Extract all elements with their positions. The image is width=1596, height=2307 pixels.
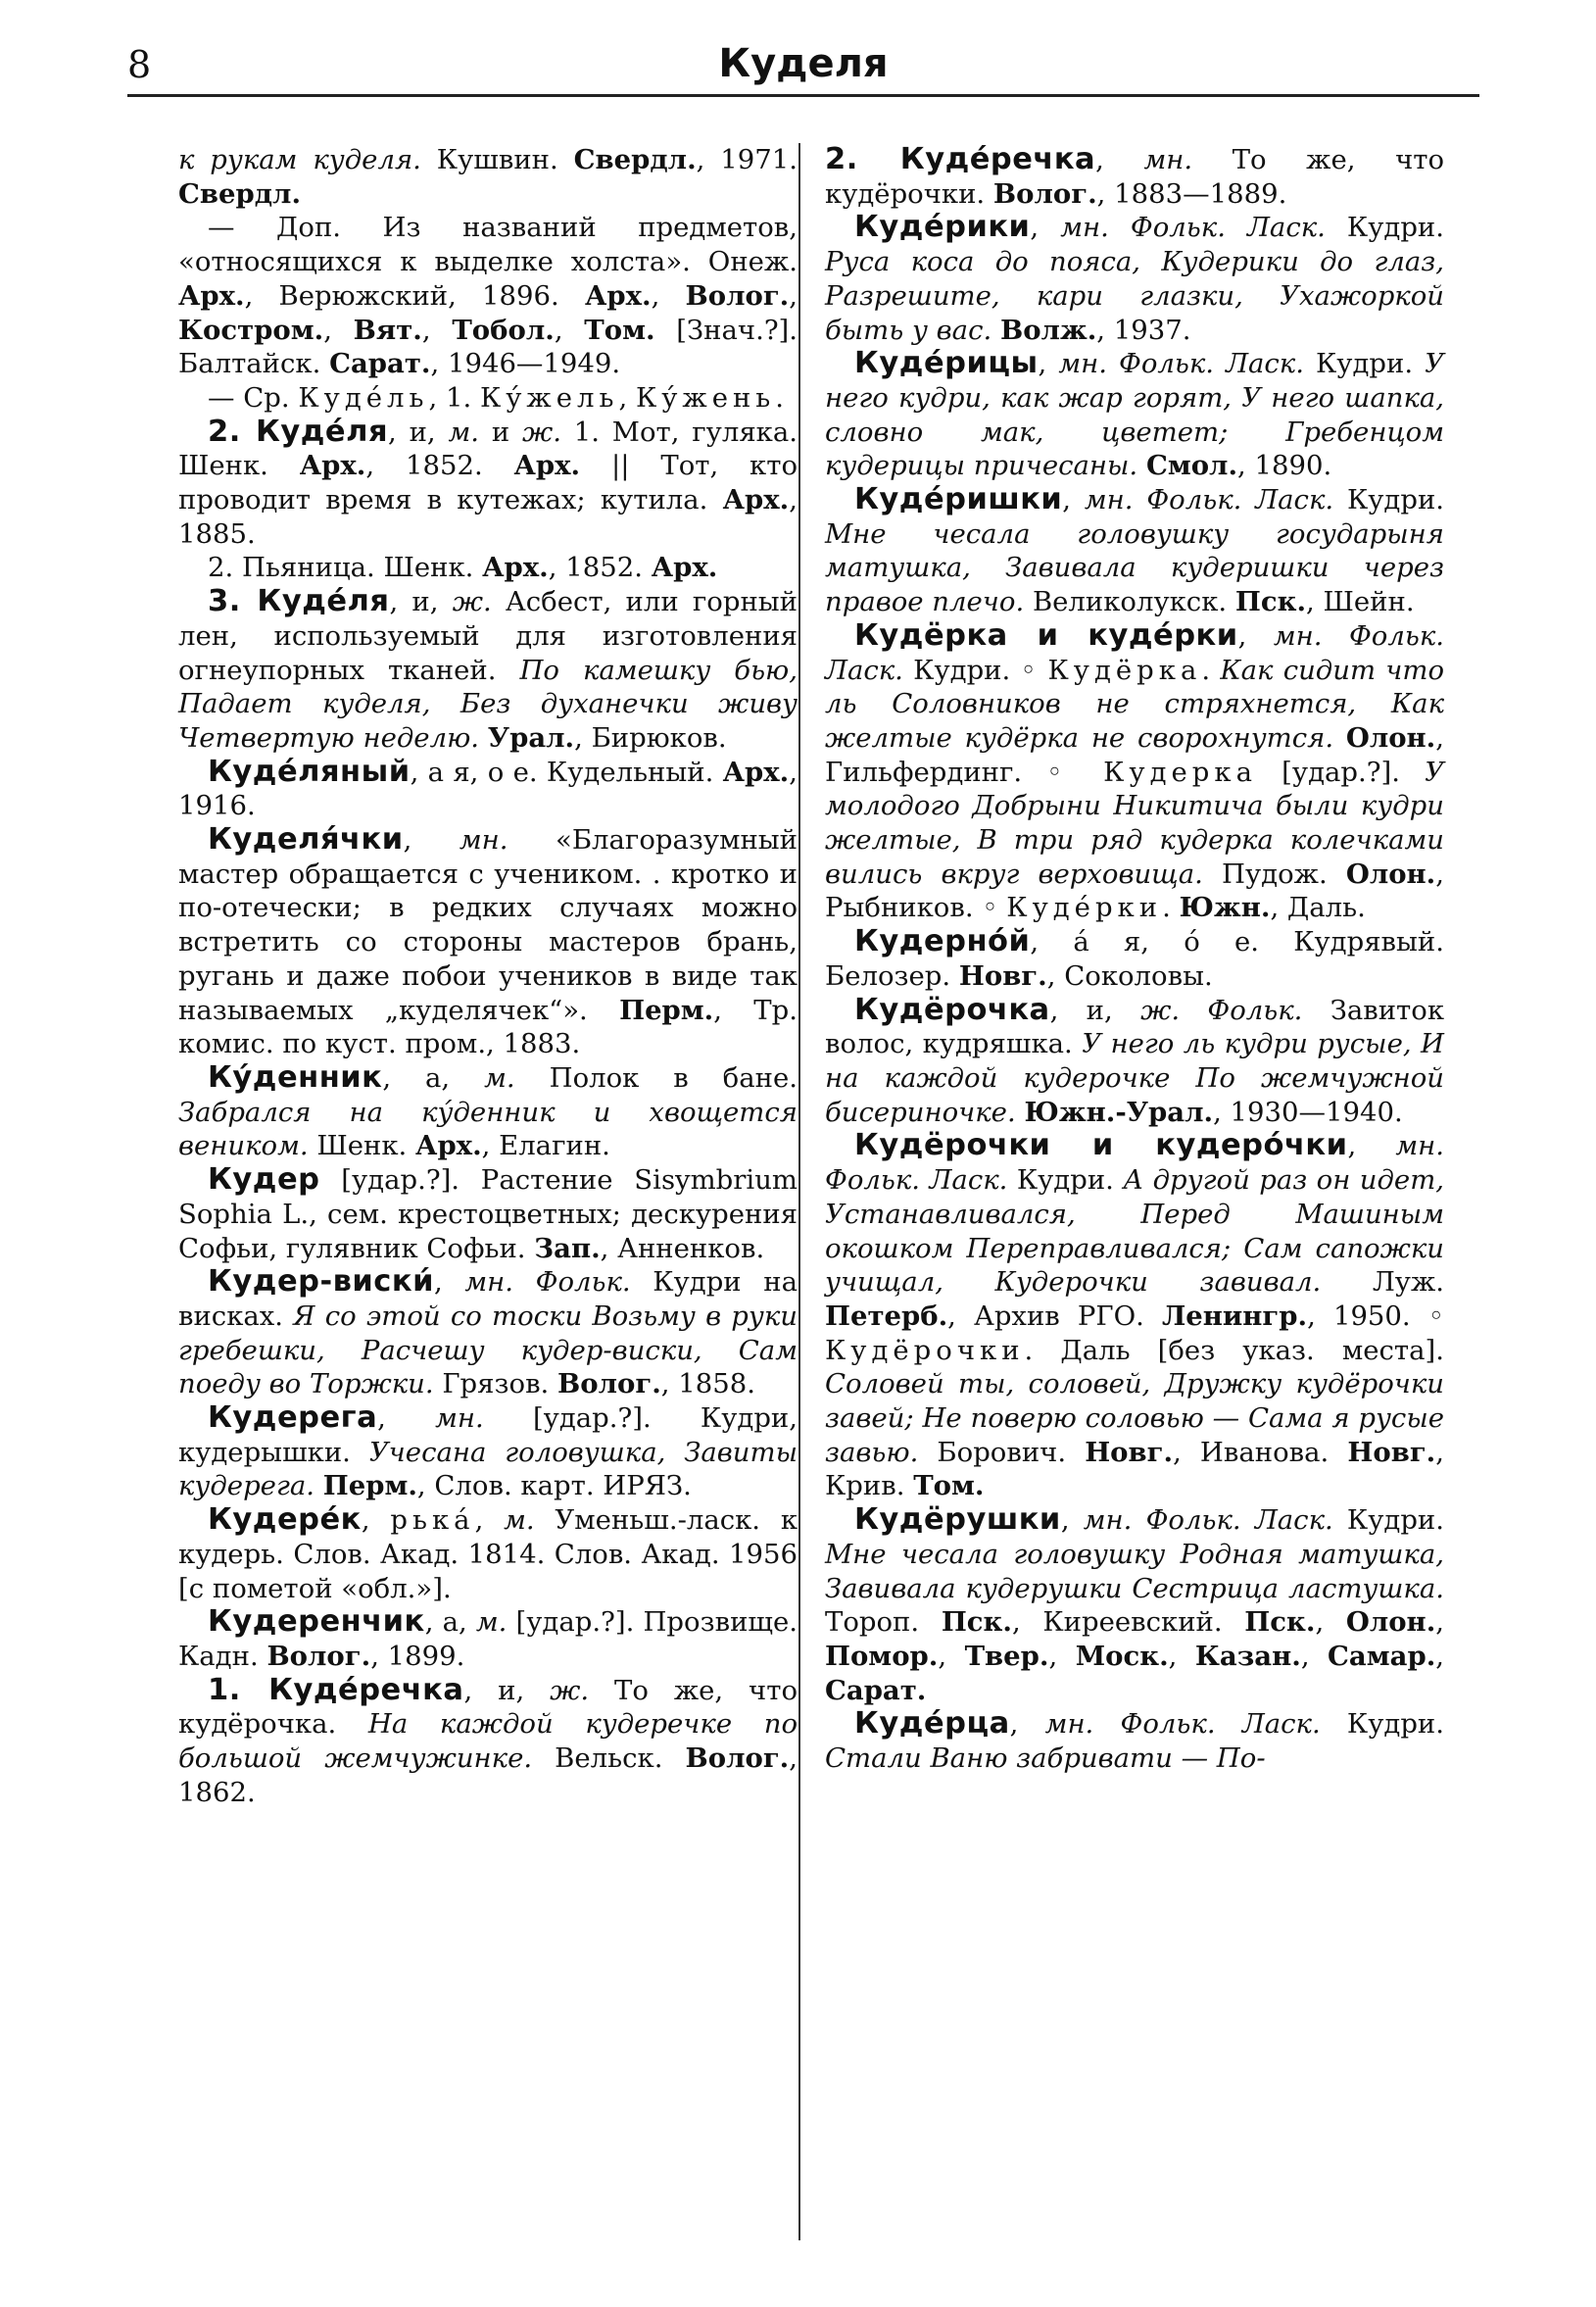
entry-text: , а, (382, 1061, 485, 1094)
entry-text: , (421, 314, 453, 346)
entry-text: , 1852. (548, 552, 652, 584)
region-abbrev: Волог. (992, 177, 1097, 210)
headword: Кудёрочки и кудеро́чки (854, 1128, 1348, 1163)
italic-text: мн. Фольк. Ласк. (1060, 212, 1326, 244)
entry-text: , Слов. карт. ИРЯЗ. (416, 1470, 692, 1502)
entry-text: Кудри. (1333, 484, 1445, 516)
region-abbrev: Арх. (178, 279, 245, 312)
entry-text: , а я, о е. Кудельный. (410, 756, 723, 788)
region-abbrev: Арх. (722, 756, 790, 788)
italic-text: У молодого Добрыни Никитича были кудри желтые, В три ряд кудерка колечками вились вкруг верховища. (825, 756, 1445, 890)
italic-text: Мне чесала головушку государыня матушка, Завивала кудеришки через правое плечо. (825, 517, 1444, 618)
entry-text: , Шейн. (1306, 586, 1415, 618)
entry-text: , и, (388, 416, 449, 448)
italic-text: мн. Фольк. (464, 1266, 631, 1299)
page-number: 8 (127, 43, 152, 86)
region-abbrev: Свердл. (573, 144, 697, 175)
dictionary-entry (178, 1265, 798, 1401)
entry-text: . (775, 381, 785, 414)
headword: 3. Куде́ля (208, 584, 390, 619)
column-divider (798, 143, 800, 2240)
entry-text: , 1946—1949. (430, 348, 621, 380)
region-abbrev: Том. (913, 1470, 985, 1502)
italic-text: У него ль кудри русые, И на каждой кудерочке По жемчужной бисериночке. (825, 1028, 1444, 1128)
headword: Куде́ришки (854, 482, 1063, 517)
entry-text: , (377, 1402, 436, 1435)
entry-text: , 1950. ◦ (1307, 1300, 1444, 1332)
entry-text (479, 722, 488, 754)
entry-text: Завиток волос, кудряшка. (825, 994, 1445, 1060)
headword: Кудерега (208, 1400, 378, 1436)
entry-text: , Иванова. (1173, 1436, 1348, 1468)
region-abbrev: Олон. (1345, 1606, 1436, 1639)
headword: Кудер (208, 1162, 320, 1198)
entry-text: То же, что кудёрочка. (178, 1674, 798, 1741)
entry-text: . (1201, 654, 1221, 686)
entry-text: , (1060, 1504, 1084, 1537)
region-abbrev: Олон. (1345, 721, 1436, 754)
headword: Куде́рицы (854, 346, 1039, 381)
spaced-form: Кудёрка (1047, 654, 1202, 686)
entry-text: , Бирюков. (574, 721, 727, 754)
spaced-form: Кудерка (1103, 756, 1257, 788)
entry-text: Кудри. (1320, 1708, 1445, 1741)
italic-text: мн. Фольк. Ласк. (1084, 484, 1334, 516)
entry-text: , (1435, 1640, 1445, 1672)
headword: Кудеренчик (208, 1604, 425, 1640)
entry-text: , (651, 279, 686, 312)
region-abbrev: Твер. (964, 1640, 1049, 1672)
entry-text: [удар.?]. Прозвище. Кадн. (178, 1606, 798, 1672)
italic-text: мн. Фольк. Ласк. (1083, 1504, 1333, 1537)
entry-text: , 1883—1889. (1096, 177, 1287, 210)
region-abbrev: Арх. (299, 450, 366, 482)
entry-text: , (1168, 1640, 1195, 1672)
entry-text: , (938, 1640, 965, 1672)
headword: Кудер-виски́ (208, 1264, 434, 1300)
headword: Куде́рца (854, 1706, 1010, 1742)
region-abbrev: Помор. (825, 1640, 939, 1672)
entry-text: Полок в бане. (514, 1061, 798, 1094)
italic-text: м. (448, 416, 480, 448)
entry-text: , (1315, 1606, 1346, 1639)
dictionary-entry (178, 551, 798, 585)
entry-text: , 1858. (660, 1368, 756, 1400)
headword: Куде́рики (854, 210, 1031, 245)
italic-text: Я со этой со тоски Возьму в руки гребешки, Расчешу кудер-виски, Сам поеду во Торжки. (178, 1300, 798, 1400)
headword: Кудерно́й (854, 924, 1031, 959)
entry-text: , (1095, 144, 1144, 175)
region-abbrev: Сарат. (329, 348, 431, 380)
region-abbrev: Волог. (685, 1743, 790, 1775)
spaced-form: Ку́жень (635, 381, 776, 414)
italic-text: ж. Фольк. (1140, 994, 1303, 1026)
italic-text: к рукам куделя. (178, 144, 421, 175)
entry-text: , (1237, 619, 1274, 652)
entry-text: , Гильфердинг. ◦ (825, 721, 1444, 788)
region-abbrev: Новг. (1085, 1436, 1174, 1468)
entry-text: , Крив. (825, 1436, 1444, 1502)
entry-text: , и, (389, 586, 453, 618)
entry-text: , 1. (428, 381, 480, 414)
region-abbrev: Перм. (322, 1470, 417, 1502)
spaced-form: рька́ (390, 1504, 475, 1537)
entry-text: , 1916. (178, 756, 798, 822)
italic-text: Как сидит что ль Соловников не стряхнется, Как желтые кудёрка не сворохнутся. (825, 654, 1445, 754)
entry-text: [удар.?]. (1256, 756, 1426, 788)
italic-text: м. (504, 1504, 535, 1537)
region-abbrev: Волог. (685, 279, 790, 312)
entry-text (991, 315, 1000, 346)
region-abbrev: Моск. (1075, 1640, 1169, 1672)
entry-text: , 1937. (1096, 314, 1191, 346)
entry-text: , (474, 1504, 505, 1537)
entry-text: , (323, 314, 354, 346)
region-abbrev: Волог. (266, 1640, 371, 1672)
entry-text: , Елагин. (481, 1130, 610, 1162)
region-abbrev: Пск. (1244, 1606, 1316, 1639)
region-abbrev: Ленингр. (1161, 1300, 1308, 1332)
entry-text: , (1048, 1640, 1076, 1672)
italic-text: Стали Ваню забривати — По- (825, 1743, 1266, 1775)
dictionary-entry (178, 416, 798, 552)
entry-text: . (1162, 892, 1180, 924)
entry-text: Кудри. (1303, 348, 1426, 380)
region-abbrev: Олон. (1345, 858, 1436, 890)
entry-text: Кудри на висках. (178, 1266, 798, 1332)
entry-text: , (618, 381, 636, 414)
entry-text: , Анненков. (600, 1232, 765, 1264)
entry-text: — Ср. (208, 381, 299, 414)
spaced-form: Кудёрочки (825, 1334, 1025, 1366)
entry-text: , (433, 1266, 465, 1299)
region-abbrev: Арх. (722, 484, 790, 516)
entry-text: , (403, 824, 459, 857)
dictionary-entry (825, 143, 1444, 211)
entry-text: Асбест, или горный лен, используемый для изготовления огнеупорных тканей. (178, 586, 798, 686)
italic-text: Забрался на ку́денник и хвощется веником. (178, 1096, 798, 1162)
entry-text: , 1899. (370, 1640, 465, 1672)
region-abbrev: Перм. (619, 994, 714, 1026)
dictionary-entry (178, 1163, 798, 1265)
entry-text: , Рыбников. ◦ (825, 858, 1444, 924)
entry-text: , Киреевский. (1011, 1606, 1245, 1639)
region-abbrev: Южн.-Урал. (1024, 1096, 1214, 1128)
dictionary-entry (825, 1707, 1444, 1775)
entry-text: 2. Пьяница. Шенк. (208, 552, 483, 584)
italic-text: ж. (521, 416, 561, 448)
page-header (127, 37, 1479, 98)
dictionary-entry (178, 381, 798, 416)
entry-text: Борович. (918, 1436, 1086, 1468)
italic-text: м. (484, 1061, 515, 1094)
left-column (178, 143, 798, 1809)
entry-text: 1. Мот, гуляка. Шенк. (178, 416, 798, 482)
entry-text: . Даль [без указ. места]. (1024, 1334, 1444, 1366)
entry-text (1137, 450, 1146, 481)
entry-text: , (1030, 212, 1061, 244)
entry-text: Кудри. ◦ (902, 654, 1048, 686)
entry-text: Кудри. (1007, 1164, 1124, 1197)
region-abbrev: Петерб. (825, 1300, 948, 1332)
italic-text: мн. Фольк. Ласк. (1044, 1708, 1321, 1741)
running-title: Куделя (718, 41, 889, 86)
headword: 2. Куде́речка (825, 142, 1096, 176)
region-abbrev: Казан. (1194, 1640, 1301, 1672)
italic-text: мн. (435, 1402, 484, 1435)
entry-text: , (361, 1504, 391, 1537)
entry-text: , (1435, 1606, 1445, 1639)
entry-text: Великолукск. (1024, 586, 1235, 618)
italic-text: мн. Фольк. Ласк. (825, 1130, 1444, 1197)
entry-text: , 1890. (1237, 450, 1332, 482)
dictionary-entry (825, 925, 1444, 993)
region-abbrev: Том. (584, 314, 655, 346)
header-rule (127, 94, 1479, 97)
italic-text: А другой раз он идет, Устанавливался, Перед Машиным окошком Переправливался; Сам сапожки учищал, Кудерочки завивал. (825, 1164, 1445, 1299)
dictionary-entry (825, 1129, 1444, 1503)
dictionary-entry (178, 823, 798, 1061)
entry-text: Пудож. (1202, 858, 1346, 890)
entry-text: [Знач.?]. Балтайск. (178, 314, 798, 380)
entry-text: , (789, 279, 798, 312)
italic-text: По камешку бью, Падает куделя, Без духанечки живу Четвертую неделю. (178, 654, 798, 754)
entry-text: , и, (1049, 994, 1141, 1026)
dictionary-entry (178, 1605, 798, 1673)
entry-text (314, 1470, 323, 1501)
dictionary-entry (825, 347, 1444, 483)
spaced-form: Куде́ль (298, 381, 429, 414)
region-abbrev: Пск. (941, 1606, 1012, 1639)
entry-text: , Архив РГО. (947, 1300, 1162, 1332)
entry-text (1333, 722, 1346, 754)
region-abbrev: Арх. (482, 552, 549, 584)
entry-text: , 1852. (365, 450, 514, 482)
dictionary-entry (178, 1674, 798, 1810)
entry-text: , и, (463, 1674, 551, 1706)
entry-text: [удар.?]. Кудри, кудерышки. (178, 1402, 798, 1468)
spaced-form: Ку́жель (479, 381, 619, 414)
entry-text: [удар.?]. Растение Sisymbrium Sophia L., сем. крестоцветных; дескурения Софьи, гулявник Софьи. (178, 1164, 798, 1264)
entry-text: Кушвин. (420, 144, 574, 175)
region-abbrev: Костром. (178, 314, 324, 346)
entry-text: , Верюжский, 1896. (244, 279, 585, 312)
dictionary-entry (178, 585, 798, 756)
region-abbrev: Смол. (1145, 450, 1238, 482)
entry-text: , 1862. (178, 1743, 798, 1808)
dictionary-entry (825, 211, 1444, 347)
dictionary-entry (178, 1401, 798, 1503)
entry-text: — Доп. Из названий предметов, «относящихся к выделке холста». Онеж. (178, 212, 798, 278)
entry-text: , а́ я, о́ е. Кудрявый. Белозер. (825, 926, 1444, 992)
region-abbrev: Новг. (958, 959, 1047, 992)
dictionary-entry (825, 483, 1444, 619)
italic-text: На каждой кудеречке по большой жемчужинке. (178, 1708, 798, 1775)
italic-text: м. (475, 1606, 508, 1639)
region-abbrev: Волог. (557, 1368, 661, 1400)
region-abbrev: Арх. (513, 450, 581, 482)
region-abbrev: Волж. (999, 314, 1097, 346)
headword: Кудёрочка (854, 992, 1050, 1027)
headword: Кудёрушки (854, 1502, 1061, 1538)
italic-text: ж. (452, 586, 492, 618)
entry-text: , (1009, 1708, 1045, 1741)
region-abbrev: Самар. (1328, 1640, 1436, 1672)
region-abbrev: Пск. (1234, 586, 1307, 618)
entry-text: Луж. (1321, 1266, 1444, 1299)
entry-text: , Даль. (1270, 892, 1366, 924)
dictionary-entry (825, 1503, 1444, 1707)
italic-text: мн. Фольк. Ласк. (825, 619, 1444, 686)
italic-text: ж. (550, 1674, 590, 1706)
italic-text: Руса коса до пояса, Кудерики до глаз, Разрешите, кари глазки, Ухажоркой быть у вас. (825, 246, 1444, 346)
headword: Кудере́к (208, 1502, 362, 1538)
dictionary-entry (825, 619, 1444, 925)
region-abbrev: Зап. (534, 1232, 601, 1264)
entry-text: Грязов. (433, 1368, 558, 1400)
entry-text: , (1300, 1640, 1329, 1672)
dictionary-entry (178, 143, 798, 211)
headword: 1. Куде́речка (208, 1672, 464, 1707)
spaced-form: Куде́рки (1006, 892, 1163, 924)
region-abbrev: Арх. (415, 1130, 482, 1162)
region-abbrev: Урал. (487, 721, 575, 754)
entry-text: и (479, 416, 522, 448)
italic-text: Учесана головушка, Завиты кудерега. (178, 1436, 798, 1502)
headword: Ку́денник (208, 1059, 383, 1095)
entry-text: «Благоразумный мастер обращается с учеником. . кротко и по-отечески; в редких случаях можно встретить со стороны мастеров брань, ругань и даже побои учеников в виде так называемых „куделячек“». (178, 824, 798, 1026)
dictionary-entry (825, 994, 1444, 1130)
region-abbrev: Новг. (1347, 1436, 1436, 1468)
headword: 2. Куде́ля (208, 414, 389, 449)
entry-text: || Тот, кто проводит время в кутежах; кутила. (178, 450, 798, 516)
entry-text: , 1971. (696, 144, 798, 175)
dictionary-entry (178, 756, 798, 823)
entry-text: Вельск. (532, 1743, 686, 1775)
entry-text: , (1038, 348, 1059, 380)
region-abbrev: Южн. (1179, 892, 1271, 924)
headword: Куде́ляный (208, 754, 411, 789)
italic-text: Соловей ты, соловей, Дружку кудёрочки завей; Не поверю соловью — Сама я русые завью. (825, 1368, 1444, 1468)
headword: Куделя́чки (208, 822, 404, 858)
entry-text: Тороп. (825, 1606, 942, 1639)
region-abbrev: Свердл. (178, 177, 302, 210)
entry-text: , 1930—1940. (1213, 1096, 1403, 1128)
entry-text: Кудри. (1325, 212, 1445, 244)
italic-text: мн. (1143, 144, 1193, 175)
dictionary-entry (178, 211, 798, 381)
entry-text: Шенк. (308, 1130, 416, 1162)
region-abbrev: Вят. (353, 314, 422, 346)
entry-text: То же, что кудёрочки. (825, 144, 1445, 210)
dictionary-entry (178, 1061, 798, 1163)
entry-text: , Тр. комис. по куст. пром., 1883. (178, 994, 798, 1060)
region-abbrev: Сарат. (825, 1674, 927, 1706)
entry-text: , 1885. (178, 484, 798, 550)
entry-text: Кудри. (1332, 1504, 1444, 1537)
entry-text: , (554, 314, 585, 346)
headword: Кудёрка и куде́рки (854, 617, 1238, 653)
region-abbrev: Тобол. (452, 314, 555, 346)
italic-text: мн. Фольк. Ласк. (1058, 348, 1304, 380)
italic-text: мн. (459, 824, 508, 857)
italic-text: Мне чесала головушку Родная матушка, Завивала кудерушки Сестрица ластушка. (825, 1538, 1444, 1604)
dictionary-entry (178, 1503, 798, 1605)
region-abbrev: Арх. (584, 279, 652, 312)
entry-text: , Соколовы. (1046, 959, 1213, 992)
italic-text: У него кудри, как жар горят, У него шапка, словно мак, цветет; Гребенцом кудерицы причесаны. (825, 348, 1444, 482)
entry-text: , (1062, 484, 1085, 516)
right-column (825, 143, 1444, 1776)
region-abbrev: Арх. (651, 552, 718, 584)
entry-text: , а, (424, 1606, 476, 1639)
entry-text: , (1347, 1130, 1396, 1162)
entry-text: Уменьш.-ласк. к кудерь. Слов. Акад. 1814. Слов. Акад. 1956 [с пометой «обл.»]. (178, 1504, 798, 1604)
